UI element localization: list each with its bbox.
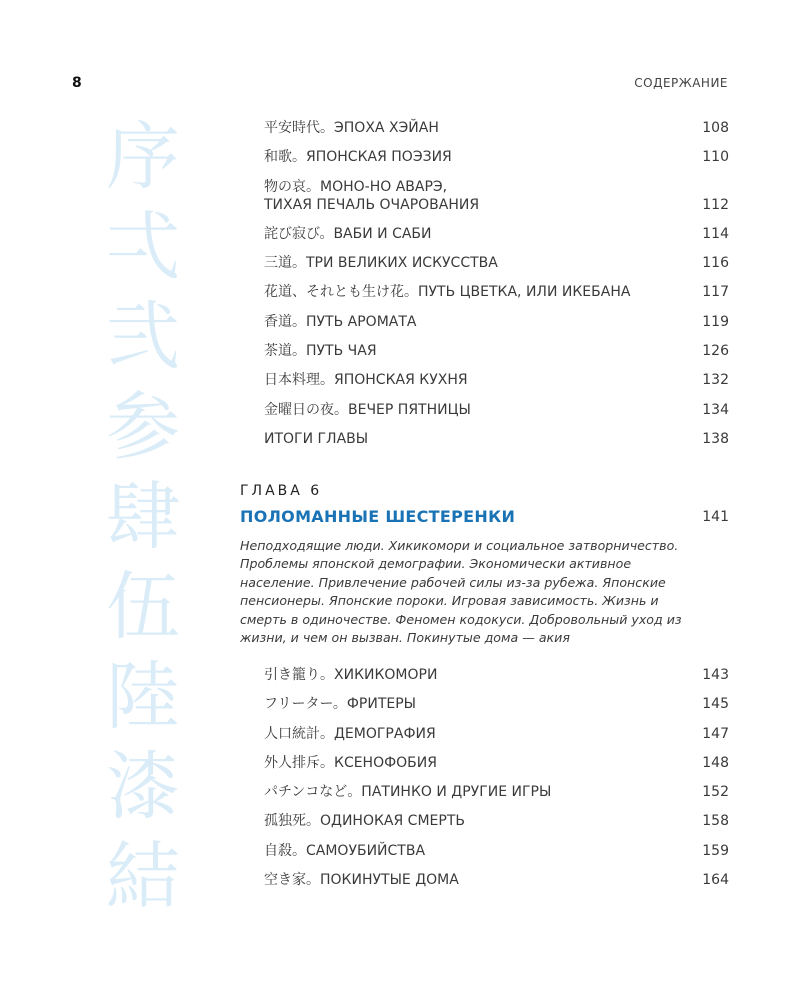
toc-entry[interactable]	[264, 119, 729, 137]
decorative-kanji: 伍	[106, 564, 180, 650]
toc-entry[interactable]	[264, 725, 729, 743]
decorative-kanji: 弐	[106, 294, 180, 380]
toc-entry-page: 148	[702, 754, 729, 771]
toc-entry-page: 108	[702, 120, 729, 136]
toc-entry-page: 116	[702, 255, 729, 272]
toc-entry-title: 詫び寂び。ВАБИ И САБИ	[264, 225, 432, 242]
toc-entry[interactable]	[264, 178, 729, 214]
toc-entry[interactable]	[264, 254, 729, 272]
toc-entry-page: 134	[702, 401, 729, 418]
toc-entry-page: 158	[702, 813, 729, 830]
toc-entry-page: 117	[702, 284, 729, 301]
toc-entry-page: 112	[702, 196, 729, 213]
toc-entry-page: 126	[702, 343, 729, 360]
decorative-kanji: 弌	[106, 204, 180, 290]
chapter-title: ПОЛОМАННЫЕ ШЕСТЕРЕНКИ	[240, 507, 516, 526]
toc-entry-page: 119	[702, 313, 729, 330]
toc-entry[interactable]	[264, 342, 729, 360]
running-header: СОДЕРЖАНИЕ	[634, 76, 728, 90]
toc-entry[interactable]	[264, 695, 729, 713]
toc-entry-title: ИТОГИ ГЛАВЫ	[264, 430, 369, 447]
toc-entry[interactable]	[264, 430, 729, 448]
toc-entry-title: フリーター。ФРИТЕРЫ	[264, 696, 417, 713]
toc-entry[interactable]	[264, 371, 729, 389]
decorative-kanji: 肆	[106, 474, 180, 560]
toc-list-chapter-5	[264, 119, 729, 459]
toc-entry-title: 空き家。ПОКИНУТЫЕ ДОМА	[264, 872, 459, 889]
toc-entry-page: 143	[702, 667, 729, 683]
chapter-label: ГЛАВА 6	[240, 483, 323, 499]
decorative-kanji: 序	[106, 114, 180, 200]
toc-entry-title: 外人排斥。КСЕНОФОБИЯ	[264, 754, 437, 771]
toc-entry-page: 132	[702, 372, 729, 389]
toc-entry[interactable]	[264, 754, 729, 772]
toc-entry-page: 110	[702, 149, 729, 166]
toc-entry-page: 152	[702, 784, 729, 801]
toc-entry-title: 日本料理。ЯПОНСКАЯ КУХНЯ	[264, 372, 468, 389]
chapter-heading[interactable]	[240, 507, 729, 526]
toc-entry[interactable]	[264, 783, 729, 801]
toc-entry-title: 三道。ТРИ ВЕЛИКИХ ИСКУССТВА	[264, 255, 498, 272]
toc-entry-title: パチンコなど。ПАТИНКО И ДРУГИЕ ИГРЫ	[264, 784, 552, 801]
toc-entry[interactable]	[264, 148, 729, 166]
page-number: 8	[72, 75, 82, 91]
toc-entry[interactable]	[264, 313, 729, 331]
toc-entry-page: 138	[702, 430, 729, 447]
decorative-kanji: 結	[106, 834, 180, 920]
toc-entry-title: 自殺。САМОУБИЙСТВА	[264, 842, 426, 859]
toc-entry-title: 茶道。ПУТЬ ЧАЯ	[264, 343, 377, 360]
toc-entry-title: 花道、それとも生け花。ПУТЬ ЦВЕТКА, ИЛИ ИКЕБАНА	[264, 284, 631, 301]
chapter-page: 141	[702, 508, 729, 525]
toc-entry-title: 物の哀。МОНО-НО АВАРЭ, ТИХАЯ ПЕЧАЛЬ ОЧАРОВАНИЯ	[264, 178, 480, 213]
toc-entry-title: 人口統計。ДЕМОГРАФИЯ	[264, 725, 436, 742]
decorative-kanji-column	[103, 112, 183, 922]
toc-entry[interactable]	[264, 401, 729, 419]
toc-entry-page: 159	[702, 842, 729, 859]
toc-entry-title: 和歌。ЯПОНСКАЯ ПОЭЗИЯ	[264, 149, 452, 166]
toc-list-chapter-6	[264, 666, 729, 900]
toc-entry-page: 145	[702, 696, 729, 713]
toc-entry-title: 平安時代。ЭПОХА ХЭЙАН	[264, 120, 439, 136]
toc-entry[interactable]	[264, 666, 729, 684]
decorative-kanji: 参	[106, 384, 180, 470]
toc-entry-page: 147	[702, 725, 729, 742]
toc-entry[interactable]	[264, 225, 729, 243]
toc-entry-page: 114	[702, 225, 729, 242]
toc-entry-title: 香道。ПУТЬ АРОМАТА	[264, 313, 417, 330]
toc-entry[interactable]	[264, 871, 729, 889]
toc-entry-title: 引き籠り。ХИКИКОМОРИ	[264, 667, 438, 683]
toc-entry-page: 164	[702, 872, 729, 889]
decorative-kanji: 漆	[106, 744, 180, 830]
chapter-summary: Неподходящие люди. Хикикомори и социальное затворничество. Проблемы японской демографии. Экономически активное население. Привлечение рабочей силы из-за рубежа. Японские пенсионеры. Японские пороки. Игровая зависимость. Жизнь и смерть в одиночестве. Феномен кодокуси. Добровольный уход из жизни, и чем он вызван. Покинутые дома — акия	[240, 538, 682, 646]
toc-entry-title: 孤独死。ОДИНОКАЯ СМЕРТЬ	[264, 813, 465, 830]
toc-entry-title: 金曜日の夜。ВЕЧЕР ПЯТНИЦЫ	[264, 401, 471, 418]
toc-entry[interactable]	[264, 812, 729, 830]
decorative-kanji: 陸	[106, 654, 180, 740]
toc-entry[interactable]	[264, 842, 729, 860]
toc-entry[interactable]	[264, 283, 729, 301]
